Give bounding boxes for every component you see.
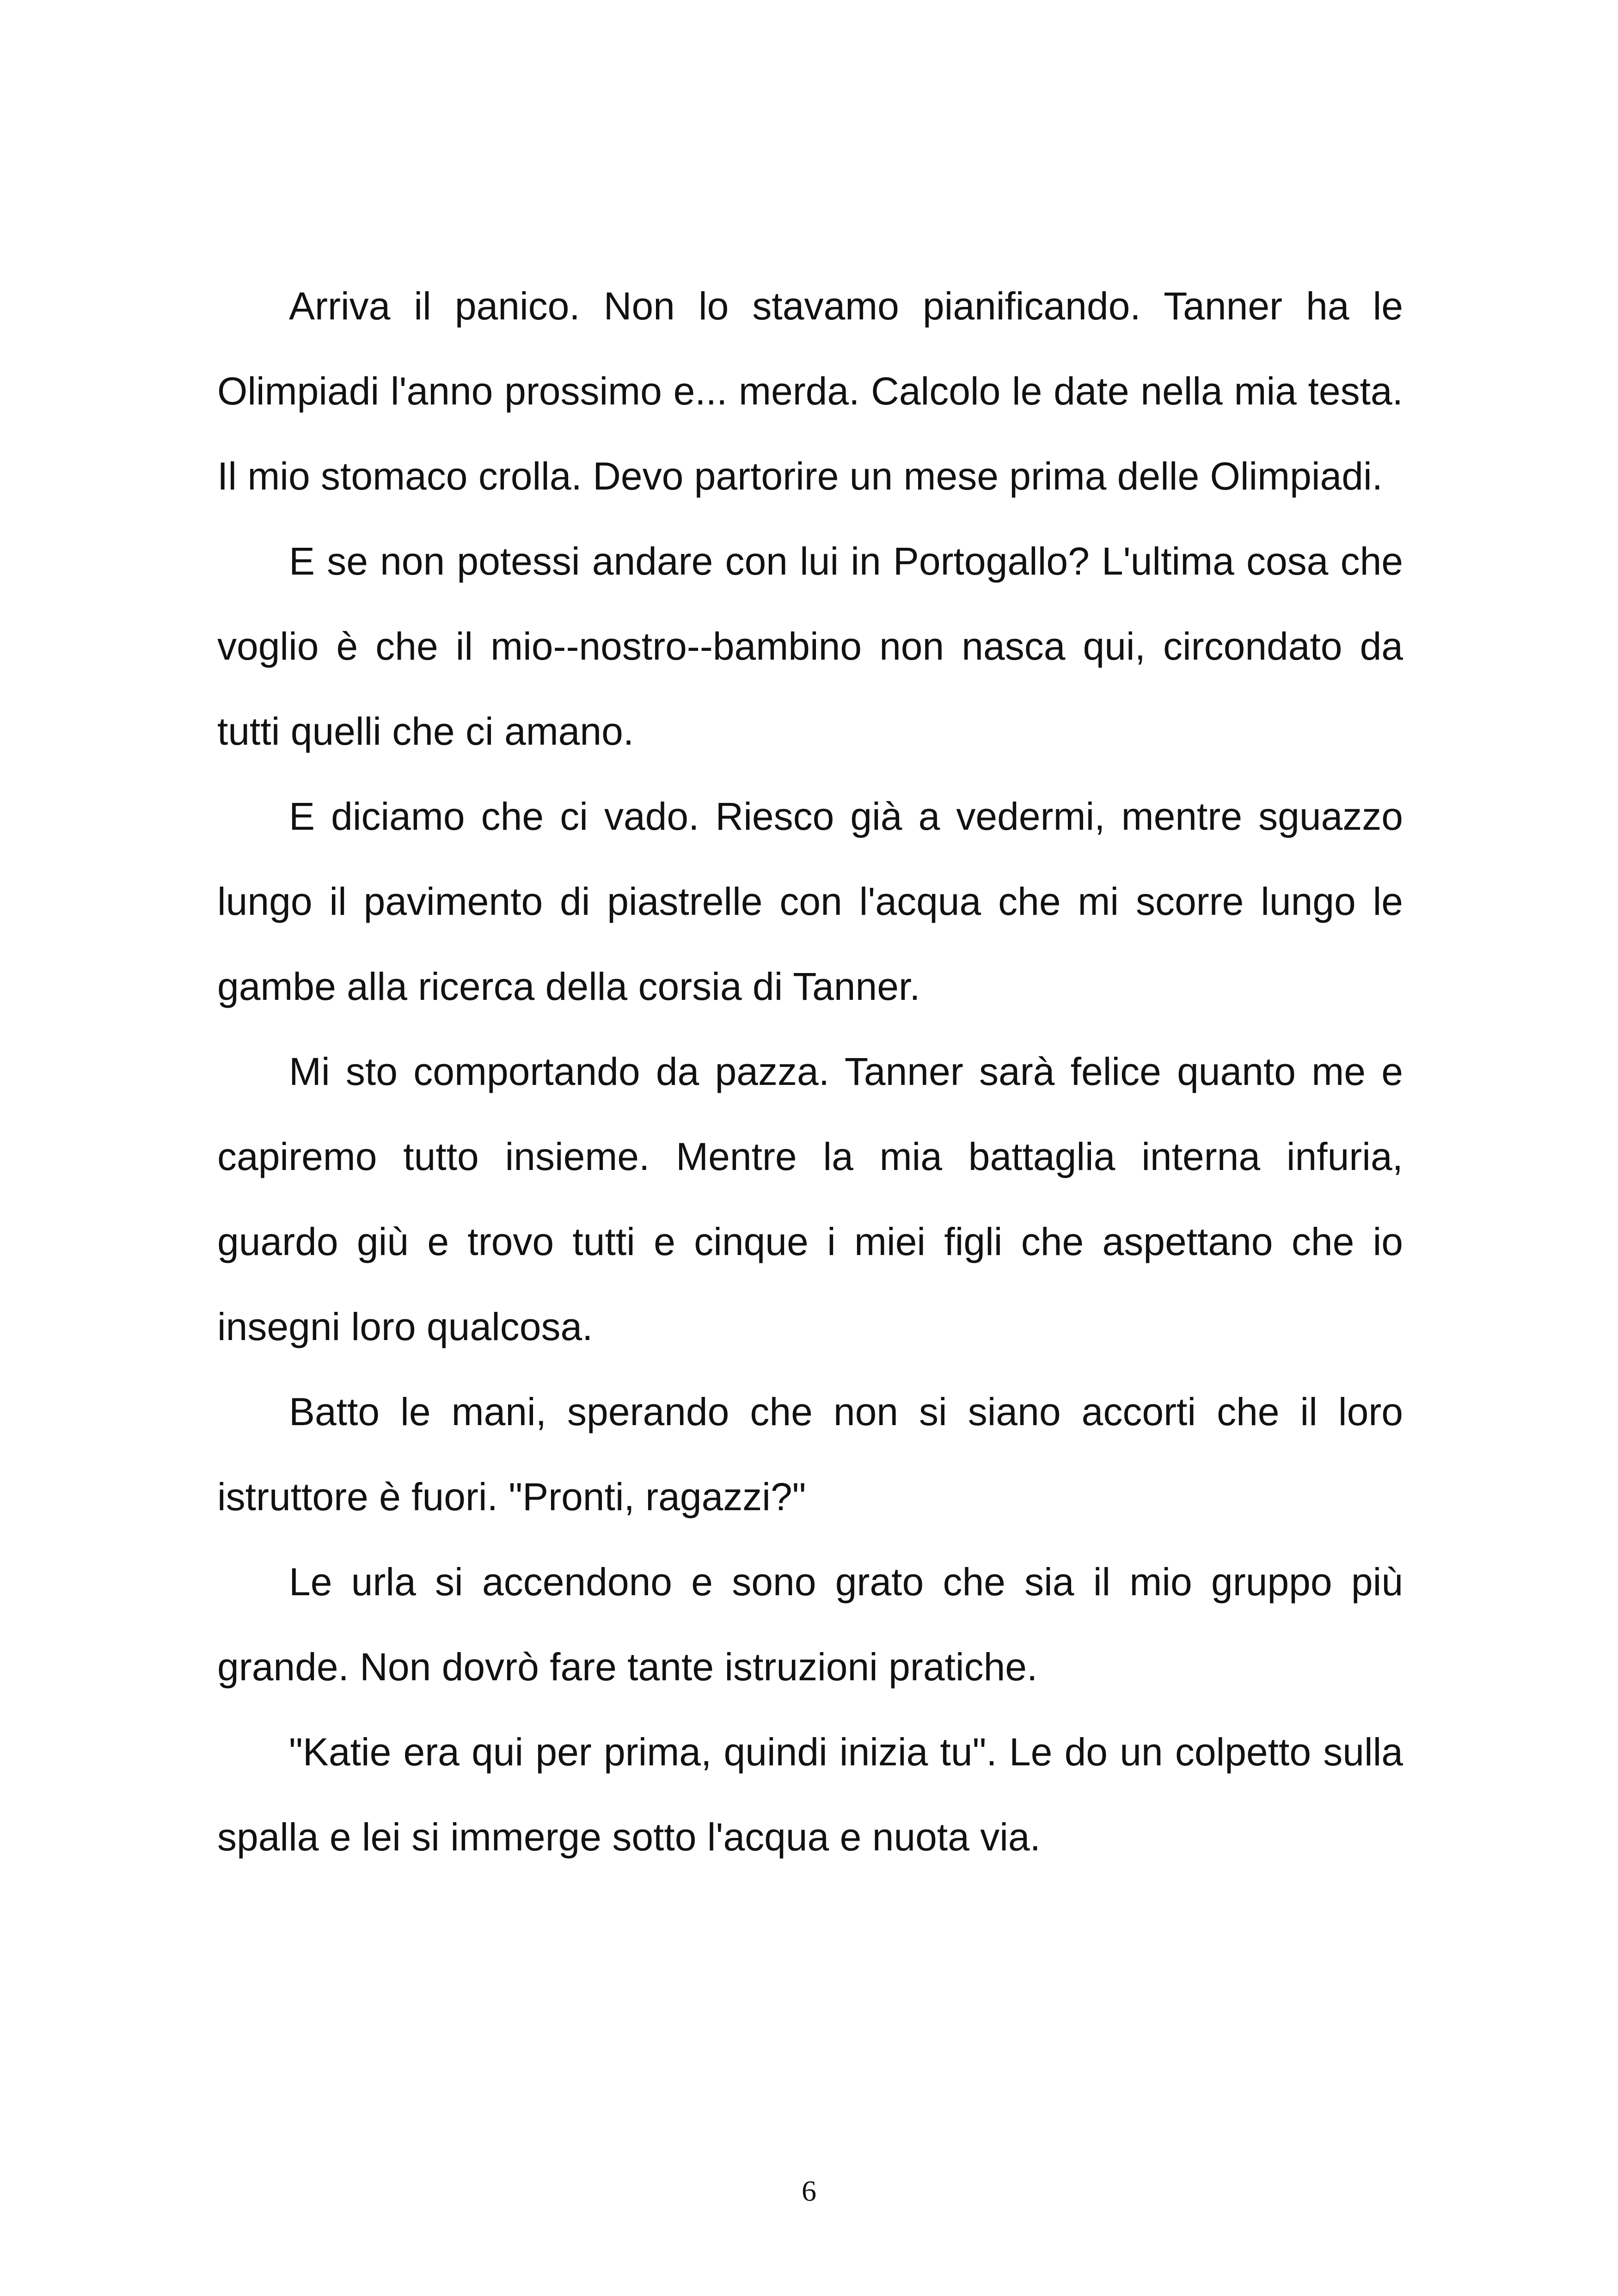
paragraph: Batto le mani, sperando che non si siano accorti che il loro istruttore è fuori. "Pronti, ragazzi?"	[217, 1390, 1403, 1518]
page-number: 6	[802, 2174, 816, 2207]
paragraph: Le urla si accendono e sono grato che sia il mio gruppo più grande. Non dovrò fare tante istruzioni pratiche.	[217, 1560, 1403, 1689]
paragraph: E diciamo che ci vado. Riesco già a vedermi, mentre sguazzo lungo il pavimento di piastrelle con l'acqua che mi scorre lungo le gambe alla ricerca della corsia di Tanner.	[217, 795, 1403, 1008]
paragraph: E se non potessi andare con lui in Portogallo? L'ultima cosa che voglio è che il mio--nostro--bambino non nasca qui, circondato da tutti quelli che ci amano.	[217, 539, 1403, 753]
paragraph: Mi sto comportando da pazza. Tanner sarà felice quanto me e capiremo tutto insieme. Mentre la mia battaglia interna infuria, guardo giù e trovo tutti e cinque i miei figli che aspettano che io insegni loro qualcosa.	[217, 1050, 1403, 1348]
paragraph: "Katie era qui per prima, quindi inizia tu". Le do un colpetto sulla spalla e lei si immerge sotto l'acqua e nuota via.	[217, 1730, 1403, 1859]
body-text	[217, 263, 1403, 1880]
paragraph: Arriva il panico. Non lo stavamo pianificando. Tanner ha le Olimpiadi l'anno prossimo e... merda. Calcolo le date nella mia testa. Il mio stomaco crolla. Devo partorire un mese prima delle Olimpiadi.	[217, 284, 1403, 498]
